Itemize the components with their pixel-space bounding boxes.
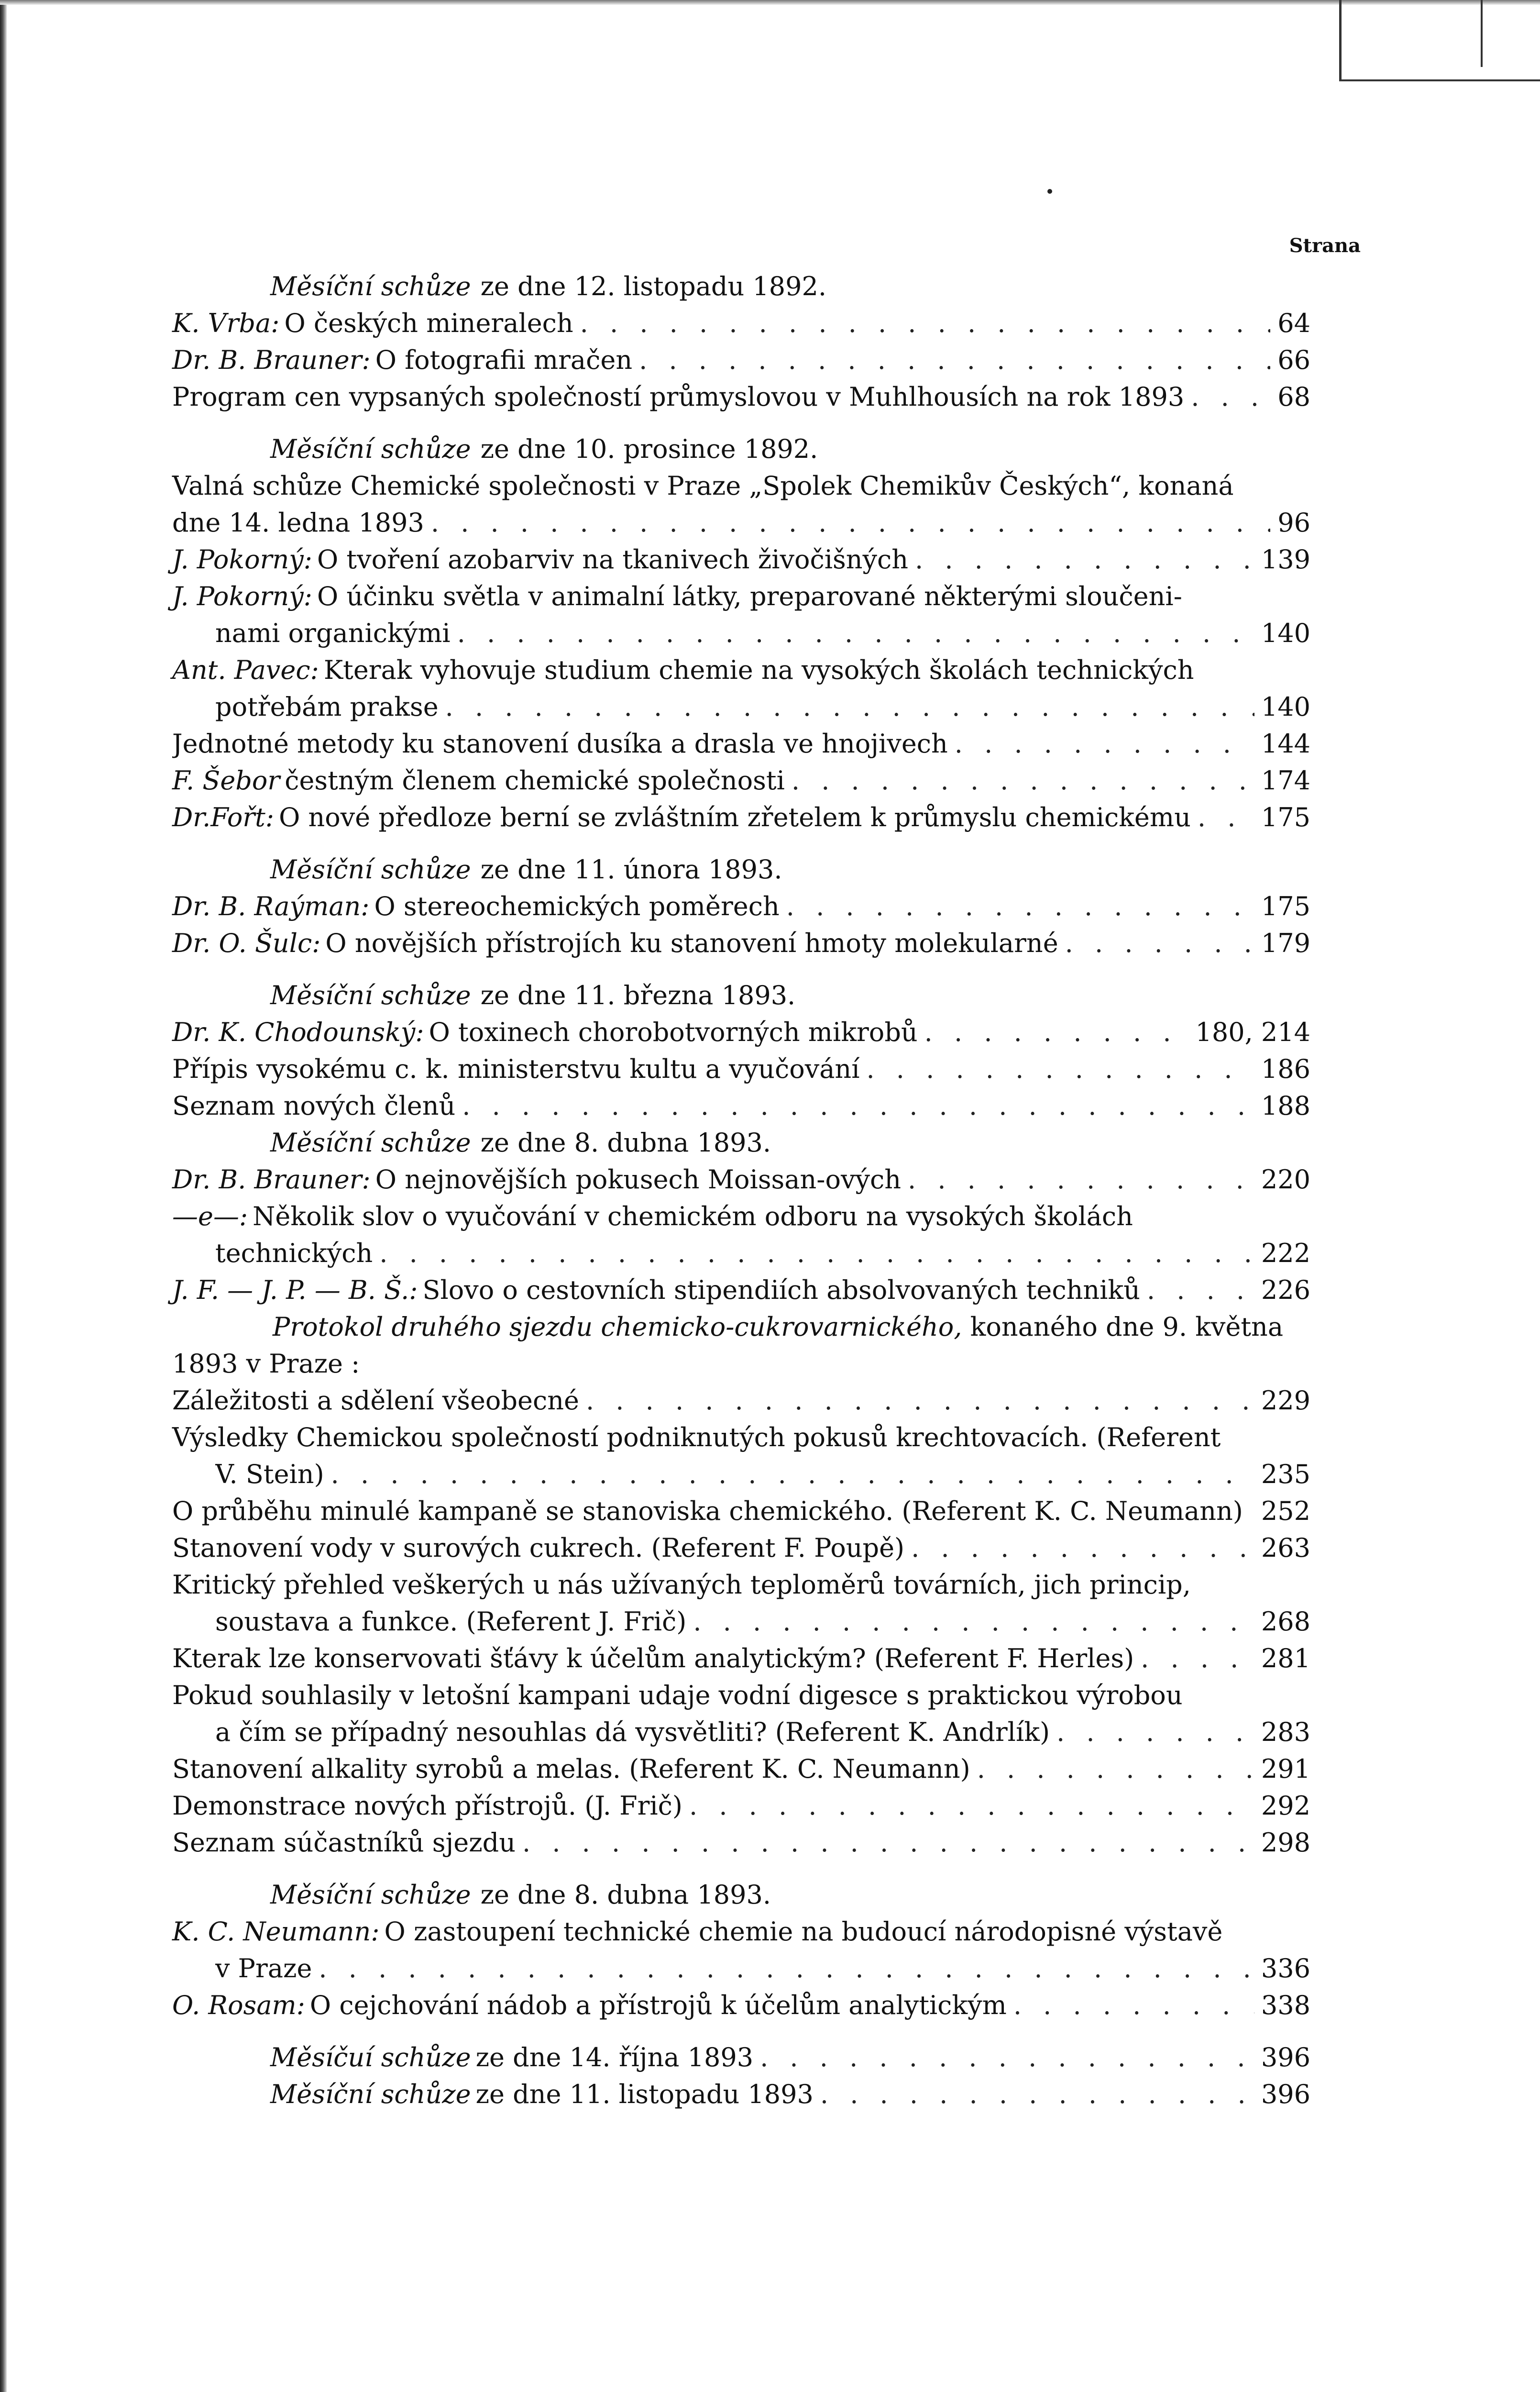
toc-entry xyxy=(172,725,1310,762)
toc-entry xyxy=(172,615,1310,652)
dot-leader xyxy=(911,1529,1254,1566)
entry-title: Stanovení alkality syrobů a melas. (Referent K. C. Neumann) xyxy=(172,1754,970,1784)
entry-page: 144 xyxy=(1261,729,1310,759)
dot-leader xyxy=(1191,378,1270,415)
toc-entry xyxy=(172,504,1310,541)
entry-title: O novějších přístrojích ku stanovení hmoty molekularné xyxy=(325,928,1058,958)
entry-title: O nejnovějších pokusech Moissan-ových xyxy=(375,1164,902,1195)
section-date: ze dne 11. února 1893. xyxy=(480,854,782,885)
toc-entry xyxy=(172,1603,1310,1640)
dot-leader xyxy=(462,1087,1254,1124)
entry-author: Dr. O. Šulc: xyxy=(172,928,321,958)
toc-entry xyxy=(172,1051,1310,1087)
entry-page: 140 xyxy=(1261,618,1310,648)
entry-title: soustava a funkce. (Referent J. Frič) xyxy=(215,1606,687,1637)
entry-title: nami organickými xyxy=(215,618,451,648)
entry-author: K. Vrba: xyxy=(172,308,280,338)
dot-leader xyxy=(955,725,1254,762)
dot-leader xyxy=(1198,799,1254,836)
entry-page: 180, 214 xyxy=(1195,1017,1310,1047)
toc-entry xyxy=(172,762,1310,799)
dot-leader xyxy=(924,1014,1189,1051)
toc-entry xyxy=(172,1750,1310,1787)
entry-author: K. C. Neumann: xyxy=(172,1916,380,1947)
entry-title: Stanovení vody v surových cukrech. (Referent F. Poupě) xyxy=(172,1533,905,1563)
entry-line: Kritický přehled veškerých u nás užívaných teploměrů továrních, jich princip, xyxy=(172,1570,1191,1600)
entry-title: technických xyxy=(215,1238,373,1268)
entry-author: Dr. B. Brauner: xyxy=(172,345,371,375)
section-date: ze dne 8. dubna 1893. xyxy=(480,1128,771,1158)
dot-leader xyxy=(639,342,1270,378)
toc-entry xyxy=(172,578,1310,615)
entry-title: Kterak lze konservovati šťávy k účelům analytickým? (Referent F. Herles) xyxy=(172,1643,1134,1673)
toc-entry xyxy=(172,1950,1310,1987)
dot-leader xyxy=(379,1235,1254,1272)
entry-author: O. Rosam: xyxy=(172,1990,305,2020)
toc-entry xyxy=(172,1529,1310,1566)
dot-leader xyxy=(977,1750,1254,1787)
toc-entry xyxy=(172,541,1310,578)
entry-page: 66 xyxy=(1277,345,1310,375)
entry-title: O tvoření azobarviv na tkanivech živočišných xyxy=(317,544,909,575)
dot-leader xyxy=(1013,1987,1254,2024)
section-title: Měsíční schůze xyxy=(270,854,471,885)
dot-leader xyxy=(319,1950,1254,1987)
dot-leader xyxy=(431,504,1270,541)
section-date: ze dne 8. dubna 1893. xyxy=(480,1880,771,1910)
toc-entry xyxy=(172,1087,1310,1124)
entry-title: Seznam súčastníků sjezdu xyxy=(172,1827,516,1858)
protocol-place: 1893 v Praze : xyxy=(172,1349,360,1379)
section-title: Měsíční schůze xyxy=(270,980,471,1010)
toc-entry xyxy=(172,652,1310,688)
page-column-header: Strana xyxy=(1289,234,1361,257)
entry-title: Záležitosti a sdělení všeobecné xyxy=(172,1385,579,1416)
entry-line: Výsledky Chemickou společností podniknutých pokusů krechtovacích. (Referent xyxy=(172,1422,1221,1452)
protocol-date: konaného dne 9. května xyxy=(970,1312,1284,1342)
protocol-heading xyxy=(172,1308,1310,1345)
entry-page: 175 xyxy=(1261,891,1310,921)
entry-title: potřebám prakse xyxy=(215,692,439,722)
dot-leader xyxy=(915,541,1254,578)
dot-leader xyxy=(760,2039,1254,2076)
toc-entry xyxy=(172,1987,1310,2024)
entry-author: F. Šebor xyxy=(172,765,280,796)
entry-title: O toxinech chorobotvorných mikrobů xyxy=(429,1017,918,1047)
entry-title: Jednotné metody ku stanovení dusíka a drasla ve hnojivech xyxy=(172,729,948,759)
entry-page: 222 xyxy=(1261,1238,1310,1268)
entry-title: O fotografii mračen xyxy=(375,345,633,375)
dot-leader xyxy=(866,1051,1254,1087)
entry-page: 188 xyxy=(1261,1091,1310,1121)
entry-page: 396 xyxy=(1261,2042,1310,2072)
entry-page: 226 xyxy=(1261,1275,1310,1305)
entry-title: O cejchování nádob a přístrojů k účelům analytickým xyxy=(309,1990,1007,2020)
entry-title: v Praze xyxy=(215,1953,312,1983)
entry-page: 268 xyxy=(1261,1606,1310,1637)
entry-page: 338 xyxy=(1261,1990,1310,2020)
toc-entries xyxy=(172,268,1310,2113)
entry-title: O zastoupení technické chemie na budoucí národopisné výstavě xyxy=(384,1916,1223,1947)
entry-page: 281 xyxy=(1261,1643,1310,1673)
section-heading xyxy=(172,431,1310,467)
entry-page: 229 xyxy=(1261,1385,1310,1416)
dot-leader xyxy=(586,1382,1254,1419)
entry-author: J. F. — J. P. — B. Š.: xyxy=(172,1275,418,1305)
entry-page: 291 xyxy=(1261,1754,1310,1784)
entry-title: Slovo o cestovních stipendiích absolvovaných techniků xyxy=(422,1275,1140,1305)
entry-page: 186 xyxy=(1261,1054,1310,1084)
entry-page: 283 xyxy=(1261,1717,1310,1747)
section-heading xyxy=(172,1876,1310,1913)
toc-entry xyxy=(172,2076,1310,2113)
section-date: ze dne 14. října 1893 xyxy=(475,2042,754,2072)
section-heading xyxy=(172,977,1310,1014)
entry-author: Dr. B. Raýman: xyxy=(172,891,370,921)
entry-title: a čím se případný nesouhlas dá vysvětliti? (Referent K. Andrlík) xyxy=(215,1717,1050,1747)
dot-leader xyxy=(693,1603,1254,1640)
toc-entry xyxy=(172,342,1310,378)
entry-page: 336 xyxy=(1261,1953,1310,1983)
entry-line: Valná schůze Chemické společnosti v Praze „Spolek Chemikův Českých“, konaná xyxy=(172,471,1234,501)
entry-author: J. Pokorný: xyxy=(172,544,312,575)
scan-corner-mark xyxy=(1339,0,1540,81)
entry-page: 96 xyxy=(1277,508,1310,538)
toc-entry xyxy=(172,1824,1310,1861)
entry-line: Pokud souhlasily v letošní kampani udaje vodní digesce s praktickou výrobou xyxy=(172,1680,1183,1710)
toc-entry xyxy=(172,1272,1310,1308)
dot-leader xyxy=(580,305,1270,342)
entry-author: Ant. Pavec: xyxy=(172,655,319,685)
section-title: Měsíční schůze xyxy=(270,271,471,301)
entry-author: Dr.Fořt: xyxy=(172,802,275,832)
toc-entry xyxy=(172,305,1310,342)
entry-page: 175 xyxy=(1261,802,1310,832)
section-title: Měsíčuí schůze xyxy=(270,2042,471,2072)
protocol-title: Protokol druhého sjezdu chemicko-cukrovarnického, xyxy=(273,1312,962,1342)
entry-page: 263 xyxy=(1261,1533,1310,1563)
toc-entry xyxy=(172,1382,1310,1419)
toc-entry xyxy=(172,1913,1310,1950)
entry-page: 298 xyxy=(1261,1827,1310,1858)
entry-author: —e—: xyxy=(172,1201,248,1231)
entry-page: 396 xyxy=(1261,2079,1310,2109)
section-date: ze dne 11. listopadu 1893 xyxy=(475,2079,814,2109)
entry-title: O českých mineralech xyxy=(284,308,573,338)
toc-entry xyxy=(172,1014,1310,1051)
section-title: Měsíční schůze xyxy=(270,1128,471,1158)
entry-title: Kterak vyhovuje studium chemie na vysokých školách technických xyxy=(323,655,1194,685)
toc-entry xyxy=(172,688,1310,725)
dot-leader xyxy=(522,1824,1254,1861)
scan-speck xyxy=(1047,189,1052,194)
toc-entry xyxy=(172,925,1310,962)
entry-page: 64 xyxy=(1277,308,1310,338)
entry-page: 292 xyxy=(1261,1791,1310,1821)
section-heading xyxy=(172,851,1310,888)
entry-title: Seznam nových členů xyxy=(172,1091,456,1121)
dot-leader xyxy=(792,762,1254,799)
dot-leader xyxy=(1056,1714,1254,1750)
dot-leader xyxy=(689,1787,1254,1824)
entry-title: V. Stein) xyxy=(215,1459,324,1489)
entry-title: O průběhu minulé kampaně se stanoviska chemického. (Referent K. C. Neumann) xyxy=(172,1496,1243,1526)
section-heading xyxy=(172,1124,1310,1161)
toc-entry xyxy=(172,2039,1310,2076)
section-date: ze dne 10. prosince 1892. xyxy=(480,434,818,464)
toc-entry xyxy=(172,799,1310,836)
entry-title: dne 14. ledna 1893 xyxy=(172,508,424,538)
entry-title: Přípis vysokému c. k. ministerstvu kultu a vyučování xyxy=(172,1054,860,1084)
entry-page: 139 xyxy=(1261,544,1310,575)
section-title: Měsíční schůze xyxy=(270,434,471,464)
entry-page: 220 xyxy=(1261,1164,1310,1195)
entry-author: J. Pokorný: xyxy=(172,581,312,611)
section-date: ze dne 12. listopadu 1892. xyxy=(480,271,827,301)
entry-title: Program cen vypsaných společností průmyslovou v Muhlhousích na rok 1893 xyxy=(172,382,1185,412)
dot-leader xyxy=(786,888,1254,925)
toc-entry xyxy=(172,1235,1310,1272)
toc-entry xyxy=(172,378,1310,415)
dot-leader xyxy=(457,615,1254,652)
section-heading xyxy=(172,268,1310,305)
entry-title: O účinku světla v animalní látky, preparované některými sloučeni- xyxy=(317,581,1182,611)
section-title: Měsíční schůze xyxy=(270,1880,471,1910)
dot-leader xyxy=(908,1161,1254,1198)
toc-entry xyxy=(172,1161,1310,1198)
entry-author: Dr. B. Brauner: xyxy=(172,1164,371,1195)
section-date: ze dne 11. března 1893. xyxy=(480,980,796,1010)
dot-leader xyxy=(1141,1640,1254,1677)
entry-page: 68 xyxy=(1277,382,1310,412)
entry-title: O nové předloze berní se zvláštním zřetelem k průmyslu chemickému xyxy=(279,802,1191,832)
dot-leader xyxy=(1147,1272,1254,1308)
toc-entry xyxy=(172,1456,1310,1493)
entry-page: 179 xyxy=(1261,928,1310,958)
toc-entry xyxy=(172,888,1310,925)
scan-edge-top xyxy=(0,0,1540,5)
toc-entry xyxy=(172,1787,1310,1824)
dot-leader xyxy=(820,2076,1254,2113)
entry-page: 174 xyxy=(1261,765,1310,796)
scan-edge-left xyxy=(0,0,7,2392)
dot-leader xyxy=(1065,925,1254,962)
entry-title: Několik slov o vyučování v chemickém odboru na vysokých školách xyxy=(253,1201,1133,1231)
entry-page: 235 xyxy=(1261,1459,1310,1489)
toc-entry xyxy=(172,1640,1310,1677)
entry-title: O stereochemických poměrech xyxy=(374,891,780,921)
toc-entry xyxy=(172,1493,1310,1529)
dot-leader xyxy=(331,1456,1254,1493)
toc-entry xyxy=(172,1198,1310,1235)
entry-author: Dr. K. Chodounský: xyxy=(172,1017,424,1047)
section-title: Měsíční schůze xyxy=(270,2079,471,2109)
entry-title: Demonstrace nových přístrojů. (J. Frič) xyxy=(172,1791,682,1821)
entry-page: 252 xyxy=(1261,1496,1310,1526)
entry-page: 140 xyxy=(1261,692,1310,722)
entry-title: čestným členem chemické společnosti xyxy=(285,765,785,796)
dot-leader xyxy=(445,688,1254,725)
toc-entry xyxy=(172,1714,1310,1750)
